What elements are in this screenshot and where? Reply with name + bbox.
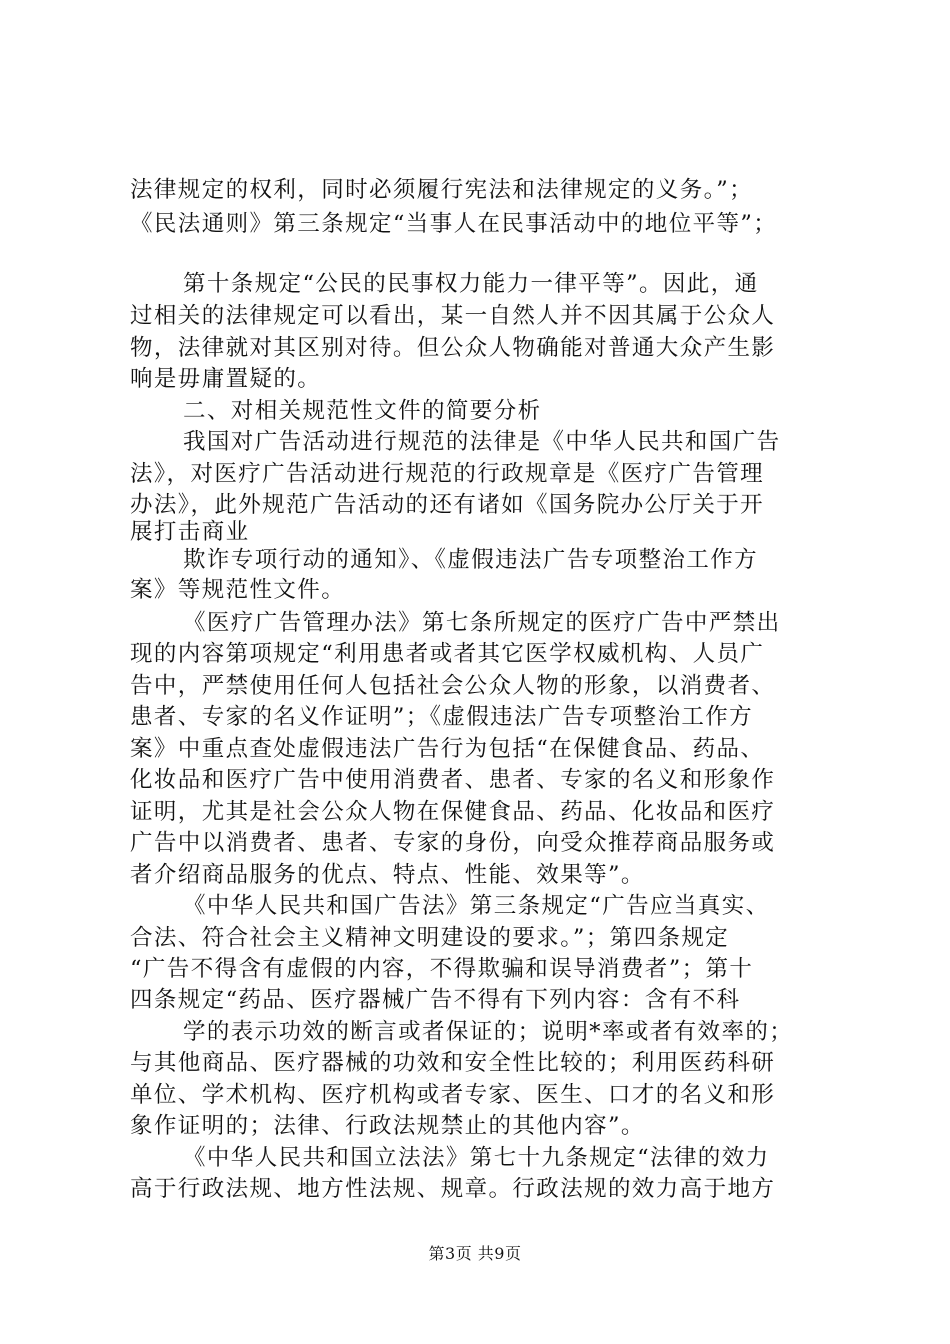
text-line: 象作证明的；法律、行政法规禁止的其他内容”。 bbox=[130, 1113, 645, 1139]
text-line: 响是毋庸置疑的。 bbox=[130, 366, 322, 392]
page-number: 第3页 共9页 bbox=[428, 1244, 522, 1263]
text-line: 第十条规定“公民的民事权力能力一律平等”。因此，通 bbox=[183, 271, 759, 297]
text-line: 广告中以消费者、患者、专家的身份，向受众推荐商品服务或 bbox=[130, 830, 776, 856]
text-line: 法律规定的权利，同时必须履行宪法和法律规定的义务。”； bbox=[130, 177, 754, 203]
text-line: 案》等规范性文件。 bbox=[130, 577, 346, 603]
text-line: 《民法通则》第三条规定“当事人在民事活动中的地位平等”； bbox=[130, 211, 778, 237]
text-line: 欺诈专项行动的通知》、《虚假违法广告专项整治工作方 bbox=[183, 547, 759, 573]
text-line: 化妆品和医疗广告中使用消费者、患者、专家的名义和形象作 bbox=[130, 767, 776, 793]
text-line: 过相关的法律规定可以看出，某一自然人并不因其属于公众人 bbox=[130, 303, 776, 329]
text-line: 案》中重点查处虚假违法广告行为包括“在保健食品、药品、 bbox=[130, 736, 765, 762]
text-line: 与其他商品、医疗器械的功效和安全性比较的；利用医药科研 bbox=[130, 1050, 776, 1076]
text-line: 《中华人民共和国广告法》第三条规定“广告应当真实、 bbox=[183, 893, 770, 919]
text-line: 物，法律就对其区别对待。但公众人物确能对普通大众产生影 bbox=[130, 335, 776, 361]
text-line: 办法》，此外规范广告活动的还有诸如《国务院办公厅关于开 bbox=[130, 492, 765, 518]
text-line: 四条规定“药品、医疗器械广告不得有下列内容：含有不科 bbox=[130, 987, 741, 1013]
text-line: 学的表示功效的断言或者保证的；说明*率或者有效率的； bbox=[183, 1019, 794, 1045]
text-line: 《医疗广告管理办法》第七条所规定的医疗广告中严禁出 bbox=[183, 610, 781, 636]
text-line: 《中华人民共和国立法法》第七十九条规定“法律的效力 bbox=[183, 1145, 770, 1171]
text-line: 高于行政法规、地方性法规、规章。行政法规的效力高于地方 bbox=[130, 1176, 776, 1202]
text-line: 告中，严禁使用任何人包括社会公众人物的形象，以消费者、 bbox=[130, 673, 776, 699]
section-heading: 二、对相关规范性文件的简要分析 bbox=[183, 398, 542, 424]
text-line: 展打击商业 bbox=[130, 519, 250, 545]
text-line: 者介绍商品服务的优点、特点、性能、效果等”。 bbox=[130, 862, 645, 888]
text-line: 现的内容第项规定“利用患者或者其它医学权威机构、人员广 bbox=[130, 641, 765, 667]
text-line: 法》，对医疗广告活动进行规范的行政规章是《医疗广告管理 bbox=[130, 461, 765, 487]
text-line: “广告不得含有虚假的内容，不得欺骗和误导消费者”；第十 bbox=[130, 956, 754, 982]
text-line: 证明，尤其是社会公众人物在保健食品、药品、化妆品和医疗 bbox=[130, 799, 776, 825]
text-line: 单位、学术机构、医疗机构或者专家、医生、口才的名义和形 bbox=[130, 1082, 776, 1108]
text-line: 患者、专家的名义作证明”；《虚假违法广告专项整治工作方 bbox=[130, 704, 754, 730]
text-line: 我国对广告活动进行规范的法律是《中华人民共和国广告 bbox=[183, 429, 781, 455]
text-line: 合法、符合社会主义精神文明建设的要求。”；第四条规定 bbox=[130, 925, 730, 951]
